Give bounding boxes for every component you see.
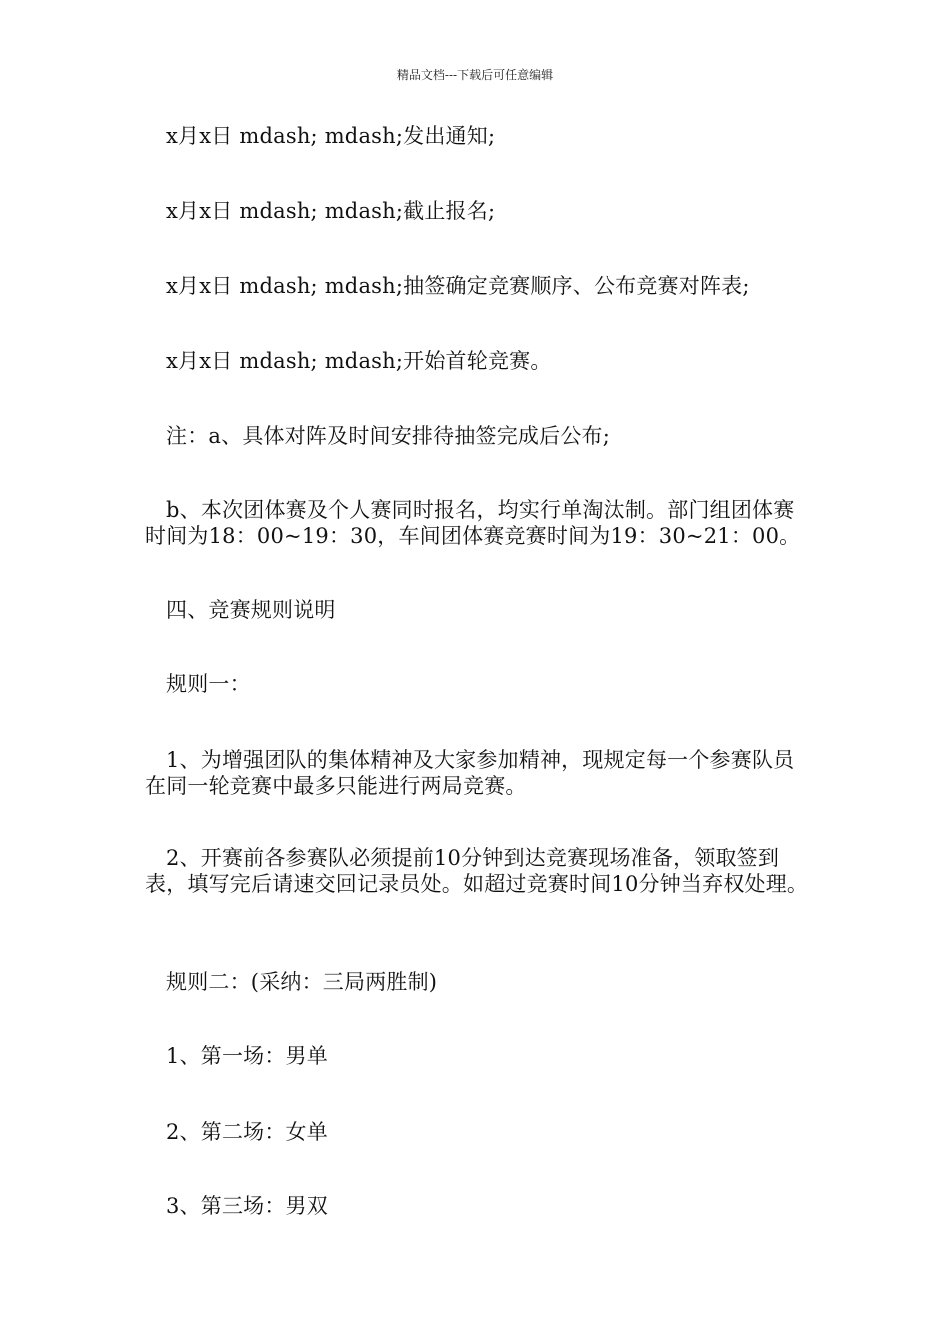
section-heading-rules: 四、竞赛规则说明 <box>166 598 336 622</box>
page-header: 精品文档---下载后可任意编辑 <box>396 68 554 82</box>
rule-one-item-1: 1、为增强团队的集体精神及大家参加精神，现规定每一个参赛队员在同一轮竞赛中最多只能进行两局竞赛。 <box>145 748 795 798</box>
rule-two-match-3: 3、第三场：男双 <box>166 1194 328 1218</box>
schedule-first-round: x月x日 mdash; mdash;开始首轮竞赛。 <box>166 349 552 373</box>
rule-two-match-2: 2、第二场：女单 <box>166 1120 328 1144</box>
schedule-notice: x月x日 mdash; mdash;发出通知; <box>166 124 496 148</box>
rule-one-item-2: 2、开赛前各参赛队必须提前10分钟到达竞赛现场准备，领取签到表，填写完后请速交回记录员处。如超过竞赛时间10分钟当弃权处理。 <box>145 846 809 896</box>
note-b: b、本次团体赛及个人赛同时报名，均实行单淘汰制。部门组团体赛时间为18：00~19：30，车间团体赛竞赛时间为19：30~21：00。 <box>145 498 801 548</box>
rule-two-match-1: 1、第一场：男单 <box>166 1044 328 1068</box>
note-a: 注：a、具体对阵及时间安排待抽签完成后公布; <box>166 424 610 448</box>
schedule-draw: x月x日 mdash; mdash;抽签确定竞赛顺序、公布竞赛对阵表; <box>166 274 750 298</box>
rule-one-heading: 规则一： <box>166 672 251 696</box>
rule-two-heading: 规则二：(采纳：三局两胜制) <box>166 970 438 994</box>
schedule-deadline: x月x日 mdash; mdash;截止报名; <box>166 199 496 223</box>
